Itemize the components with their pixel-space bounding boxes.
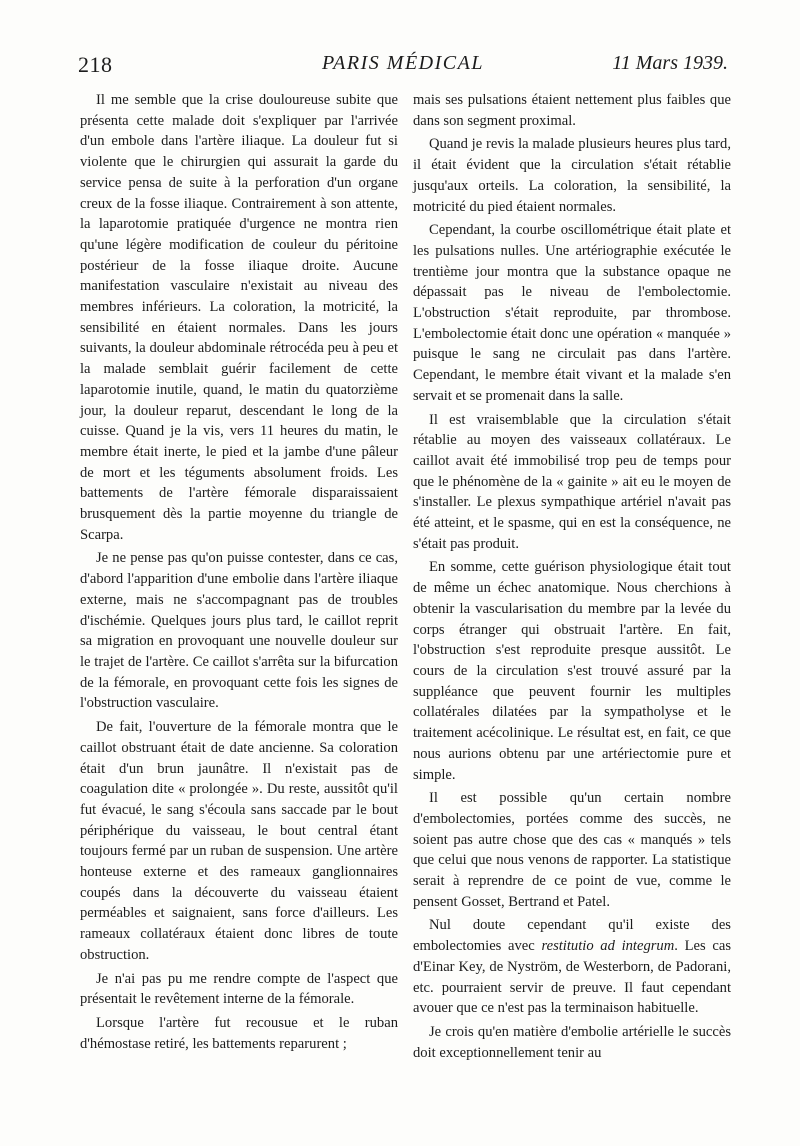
paragraph: Je n'ai pas pu me rendre compte de l'aspect que présentait le revêtement interne de la fémorale.: [80, 970, 398, 1008]
page-number: 218: [78, 52, 113, 77]
paragraph: Il me semble que la crise douloureuse subite que présenta cette malade doit s'expliquer par l'arrivée d'un embole dans l'artère iliaque. La douleur fut si violente que le chirurgien qui assurait la garde du service pensa de suite à la perforation d'un organe creux de la fosse iliaque. Contrairement à son attente, la laparotomie pratiquée d'urgence ne montra rien qu'une légère modification de couleur du péritoine postérieur de la fosse iliaque droite. Aucune manifestation vasculaire n'existait au niveau des membres inférieurs. La coloration, la motricité, la sensibilité en étaient normales. Dans les jours suivants, la douleur abdominale rétrocéda peu à peu et la malade semblait guérir facilement de cette laparotomie inutile, quand, le matin du quatorzième jour, la douleur reparut, descendant le long de la cuisse. Quand je la vis, vers 11 heures du matin, le membre était inerte, le pied et la jambe d'une pâleur de mort et les téguments absolument froids. Les battements de l'artère fémorale disparaissaient brusquement dès la partie moyenne du triangle de Scarpa.: [80, 92, 398, 543]
right-column: [413, 90, 731, 1066]
paragraph: [413, 915, 731, 1019]
paragraph: En somme, cette guérison physiologique était tout de même un échec anatomique. Nous cherchions à obtenir la vascularisation du membre par la levée du corps étranger qui obstruait l'artère. En fait, l'obstruction s'est reproduite presque aussitôt. Le cours de la circulation s'est trouvé assuré par la suppléance que peuvent fournir les multiples collatérales dilatées par la sympatholyse et le traitement acécolinique. Le résultat est, en fait, ce que nous aurions obtenu par une artériectomie pure et simple.: [413, 559, 731, 783]
paragraph: Lorsque l'artère fut recousue et le ruban d'hémostase retiré, les battements reparurent ;: [80, 1014, 398, 1052]
issue-date: 11 Mars 1939.: [612, 52, 728, 74]
paragraph-continuation: mais ses pulsations étaient nettement plus faibles que dans son segment proximal.: [413, 92, 731, 129]
journal-title: PARIS MÉDICAL: [322, 52, 484, 74]
paragraph: Je crois qu'en matière d'embolie artérielle le succès doit exceptionnellement tenir au: [413, 1023, 731, 1061]
paragraph-text: Nul doute cependant qu'il existe des embolectomies avec: [413, 917, 731, 955]
paragraph: Il est vraisemblable que la circulation s'était rétablie au moyen des vaisseaux collatéraux. Le caillot avait été immobilisé trop peu de temps pour que le phénomène de la « gainite » ait eu le moyen de s'installer. Le plexus sympathique artériel n'avait pas été atteint, et le spasme, qui en est la conséquence, ne s'était pas produit.: [413, 411, 731, 552]
paragraph: Cependant, la courbe oscillométrique était plate et les pulsations nulles. Une artériographie exécutée le trentième jour montra que la substance opaque ne dépassait pas le niveau de l'embolectomie. L'obstruction s'était reproduite, par thrombose. L'embolectomie était donc une opération « manquée » puisque le sang ne circulait pas dans l'artère. Cependant, le membre était vivant et la malade s'en servait et se promenait dans la salle.: [413, 222, 731, 404]
paragraph-text: . Les cas d'Einar Key, de Nyström, de Westerborn, de Padorani, etc. pourraient servir de preuve. Il faut cependant avouer que ce n'est pas la terminaison habituelle.: [413, 938, 732, 1017]
latin-phrase: restitutio ad integrum: [541, 938, 675, 955]
paragraph: De fait, l'ouverture de la fémorale montra que le caillot obstruant était de date ancienne. Sa coloration était d'un brun jaunâtre. Il n'existait pas de coagulation dite « prolongée ». Du reste, aussitôt qu'il fut évacué, le sang s'écoula sans saccade par le bout périphérique du vaisseau, le bout central étant toujours fermé par un ruban de suspension. Une artère honteuse externe et des rameaux ganglionnaires coupés dans la découverte du vaisseau étaient perméables et saignaient, sans force d'ailleurs. Les rameaux collatéraux étaient donc libres de toute obstruction.: [80, 719, 398, 963]
paragraph: Il est possible qu'un certain nombre d'embolectomies, portées comme des succès, ne soient pas autre chose que des cas « manqués » tels que celui que nous venons de rapporter. La statistique serait à reprendre de ce point de vue, comme le pensent Gosset, Bertrand et Patel.: [413, 790, 731, 910]
page-header: [78, 52, 728, 82]
paragraph: Je ne pense pas qu'on puisse contester, dans ce cas, d'abord l'apparition d'une embolie dans l'artère iliaque externe, mais ne s'accompagnant pas de troubles d'ischémie. Quelques jours plus tard, le caillot reprit sa migration en provoquant une nouvelle douleur sur le trajet de l'artère. Ce caillot s'arrêta sur la bifurcation de la fémorale, en provoquant cette fois les signes de l'obstruction vasculaire.: [80, 550, 398, 712]
paragraph: Quand je revis la malade plusieurs heures plus tard, il était évident que la circulation s'était rétablie jusqu'aux orteils. La coloration, la sensibilité, la motricité du pied étaient normales.: [413, 136, 731, 215]
left-column: [80, 90, 398, 1057]
